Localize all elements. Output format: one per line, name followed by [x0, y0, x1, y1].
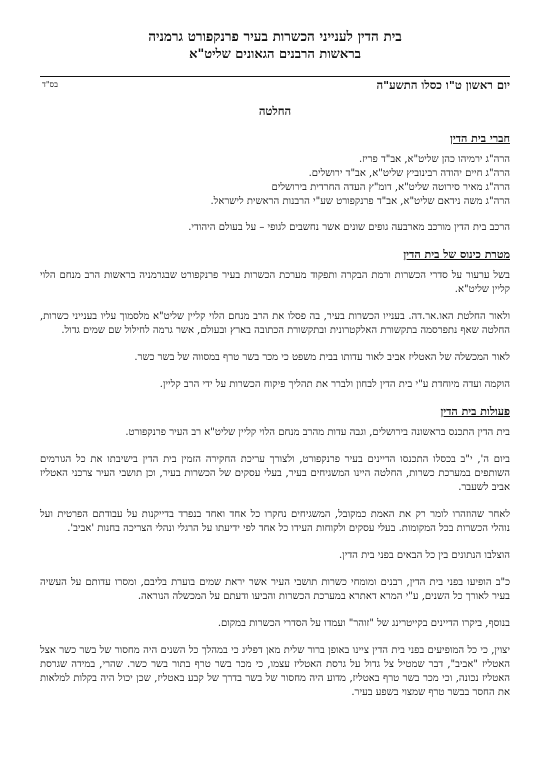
purpose-paragraph: הוקמה ועדה מיוחדת ע"י בית הדין לבחון ולברר את תהליך פיקוח הכשרות על ידי הרב קליין. — [159, 379, 510, 390]
members-list — [40, 153, 510, 209]
purpose-paragraph: לאור המכשלה של האטליז אביב לאור עדותו בבית משפט כי מכר בשר טרף במסווה של בשר כשר. — [134, 352, 510, 363]
actions-paragraph: בנוסף, ביקרו הדיינים בקייטרינג של "זוהר" ועמדו על הסדרי הכשרות במקום. — [217, 618, 510, 629]
actions-heading: פעולות בית הדין — [440, 405, 510, 418]
composition-paragraph: הרכב בית הדין מורכב מארבעה גופים שונים אשר נחשבים לגופי – על בעולם היהודי. — [188, 222, 510, 233]
purpose-paragraph: בשל ערעור על סדרי הכשרות ורמת הבקרה ותפקוד מערכת הכשרות בעיר פרנקפורט שבגרמניה בראשות הרב מנחם הלוי קליין שליט"א. — [40, 270, 510, 295]
purpose-paragraph: ולאור החלטת האו.אר.דה. בענייו הכשרות בעיר, בה פסלו את הרב מנחם הלוי קליין שליט"א מלסמוך עליו בענייני כשרות, החלטה שאף נתפרסמה בתקשורת האלקטרונית ובתקשורת הכתובה בארץ ובעולם, אשר גרמה לחילול שם שמים גדול. — [40, 311, 510, 336]
bsd-mark: בס"ד — [42, 80, 58, 89]
actions-paragraph: בית הדין התכנס בראשונה בירושלים, וגבה עדות מהרב מנחם הלוי קליין שליט"א רב העיר פרנקפורט. — [125, 427, 510, 438]
member-item: הרה"ג מאיר סירוטה שליט"א, דומ"ץ העדה החרדית בירושלים — [271, 182, 510, 193]
member-item: הרה"ג משה נידאם שליט"א, אב"ד פרנקפורט שע"י הרבנות הראשית לישראל. — [210, 196, 510, 207]
document-date: יום ראשון ט"ו כסלו התשע"ה — [376, 78, 510, 92]
actions-paragraph: לאחר שהוזהרו לומר רק את האמת כמקובל, המשגיחים נחקרו כל אחד ואחד בנפרד בדייקנות על עבודתם הפרטית ועל נוהלי הכשרות בכל המקומות. בעלי עסקים ולקוחות העידו כל אחד לפי ידיעתו על הרגלי ונהלי הצריכה בחנות 'אביב'. — [40, 509, 510, 534]
members-heading: חברי בית הדין — [450, 132, 510, 145]
actions-paragraph: ביום ה', י"ב בכסלו התכנסו הדיינים בעיר פרנקפורט, ולצורך עריכת החקירה הזמין בית הדין בישיבתו את כל הגורמים השותפים במערכת כשרות, החלטה היינו המשגיחים בעיר, בעלי עסקים של הכשרות בעיר, וכן תושבי העיר צרכני האטליז אביב לשעבר. — [40, 454, 510, 493]
member-item: הרה"ג חיים יהודה רבינוביץ שליט"א, אב"ד ירושלים. — [308, 168, 510, 179]
header-divider — [40, 76, 510, 77]
document-title: החלטה — [258, 104, 292, 118]
letterhead — [40, 28, 510, 64]
letterhead-subtitle: בראשות הרבנים הגאונים שליט"א — [189, 47, 361, 62]
purpose-heading: מטרת כינוס של בית הדין — [403, 248, 510, 261]
member-item: הרה"ג ירמיהו כהן שליט"א, אב"ד פריז. — [359, 154, 510, 165]
actions-paragraph: יצוין, כי כל המופיעים בפני בית הדין ציינו באופן ברור שלית מאן דפליג כי במהלך כל השנים היה מחסור של בשר כשר אצל האטליז "אביב", דבר שמטיל צל גדול על גרסת האטליז עצמו, כי מכר בשר טרף בתור בשר כשר. שהרי, במידה שגרסת האטליז נכונה, וכי מכר בשר טרף באטליז, מדוע היה מחסור של בשר בדרך של קבע באטליז, שכן יכול היה בקלות למלאות את החסר בבשר טרף שמצוי בשפע בעיר. — [40, 645, 510, 698]
letterhead-title: בית הדין לענייני הכשרות בעיר פרנקפורט גרמניה — [148, 29, 402, 45]
actions-paragraph: הוצלבו הנתונים בין כל הבאים בפני בית הדין. — [338, 550, 510, 561]
actions-paragraph: כ"ב הופיעו בפני בית הדין, רבנים ומומחי כשרות תושבי העיר אשר יראת שמים בוערת בליבם, ומסרו עדותם על העשיה בעיר לאורך כל השנים, ע"י המרא דאתרא במערכת הכשרות והביעו ודעתם על המכשלה הנוראה. — [40, 577, 510, 602]
